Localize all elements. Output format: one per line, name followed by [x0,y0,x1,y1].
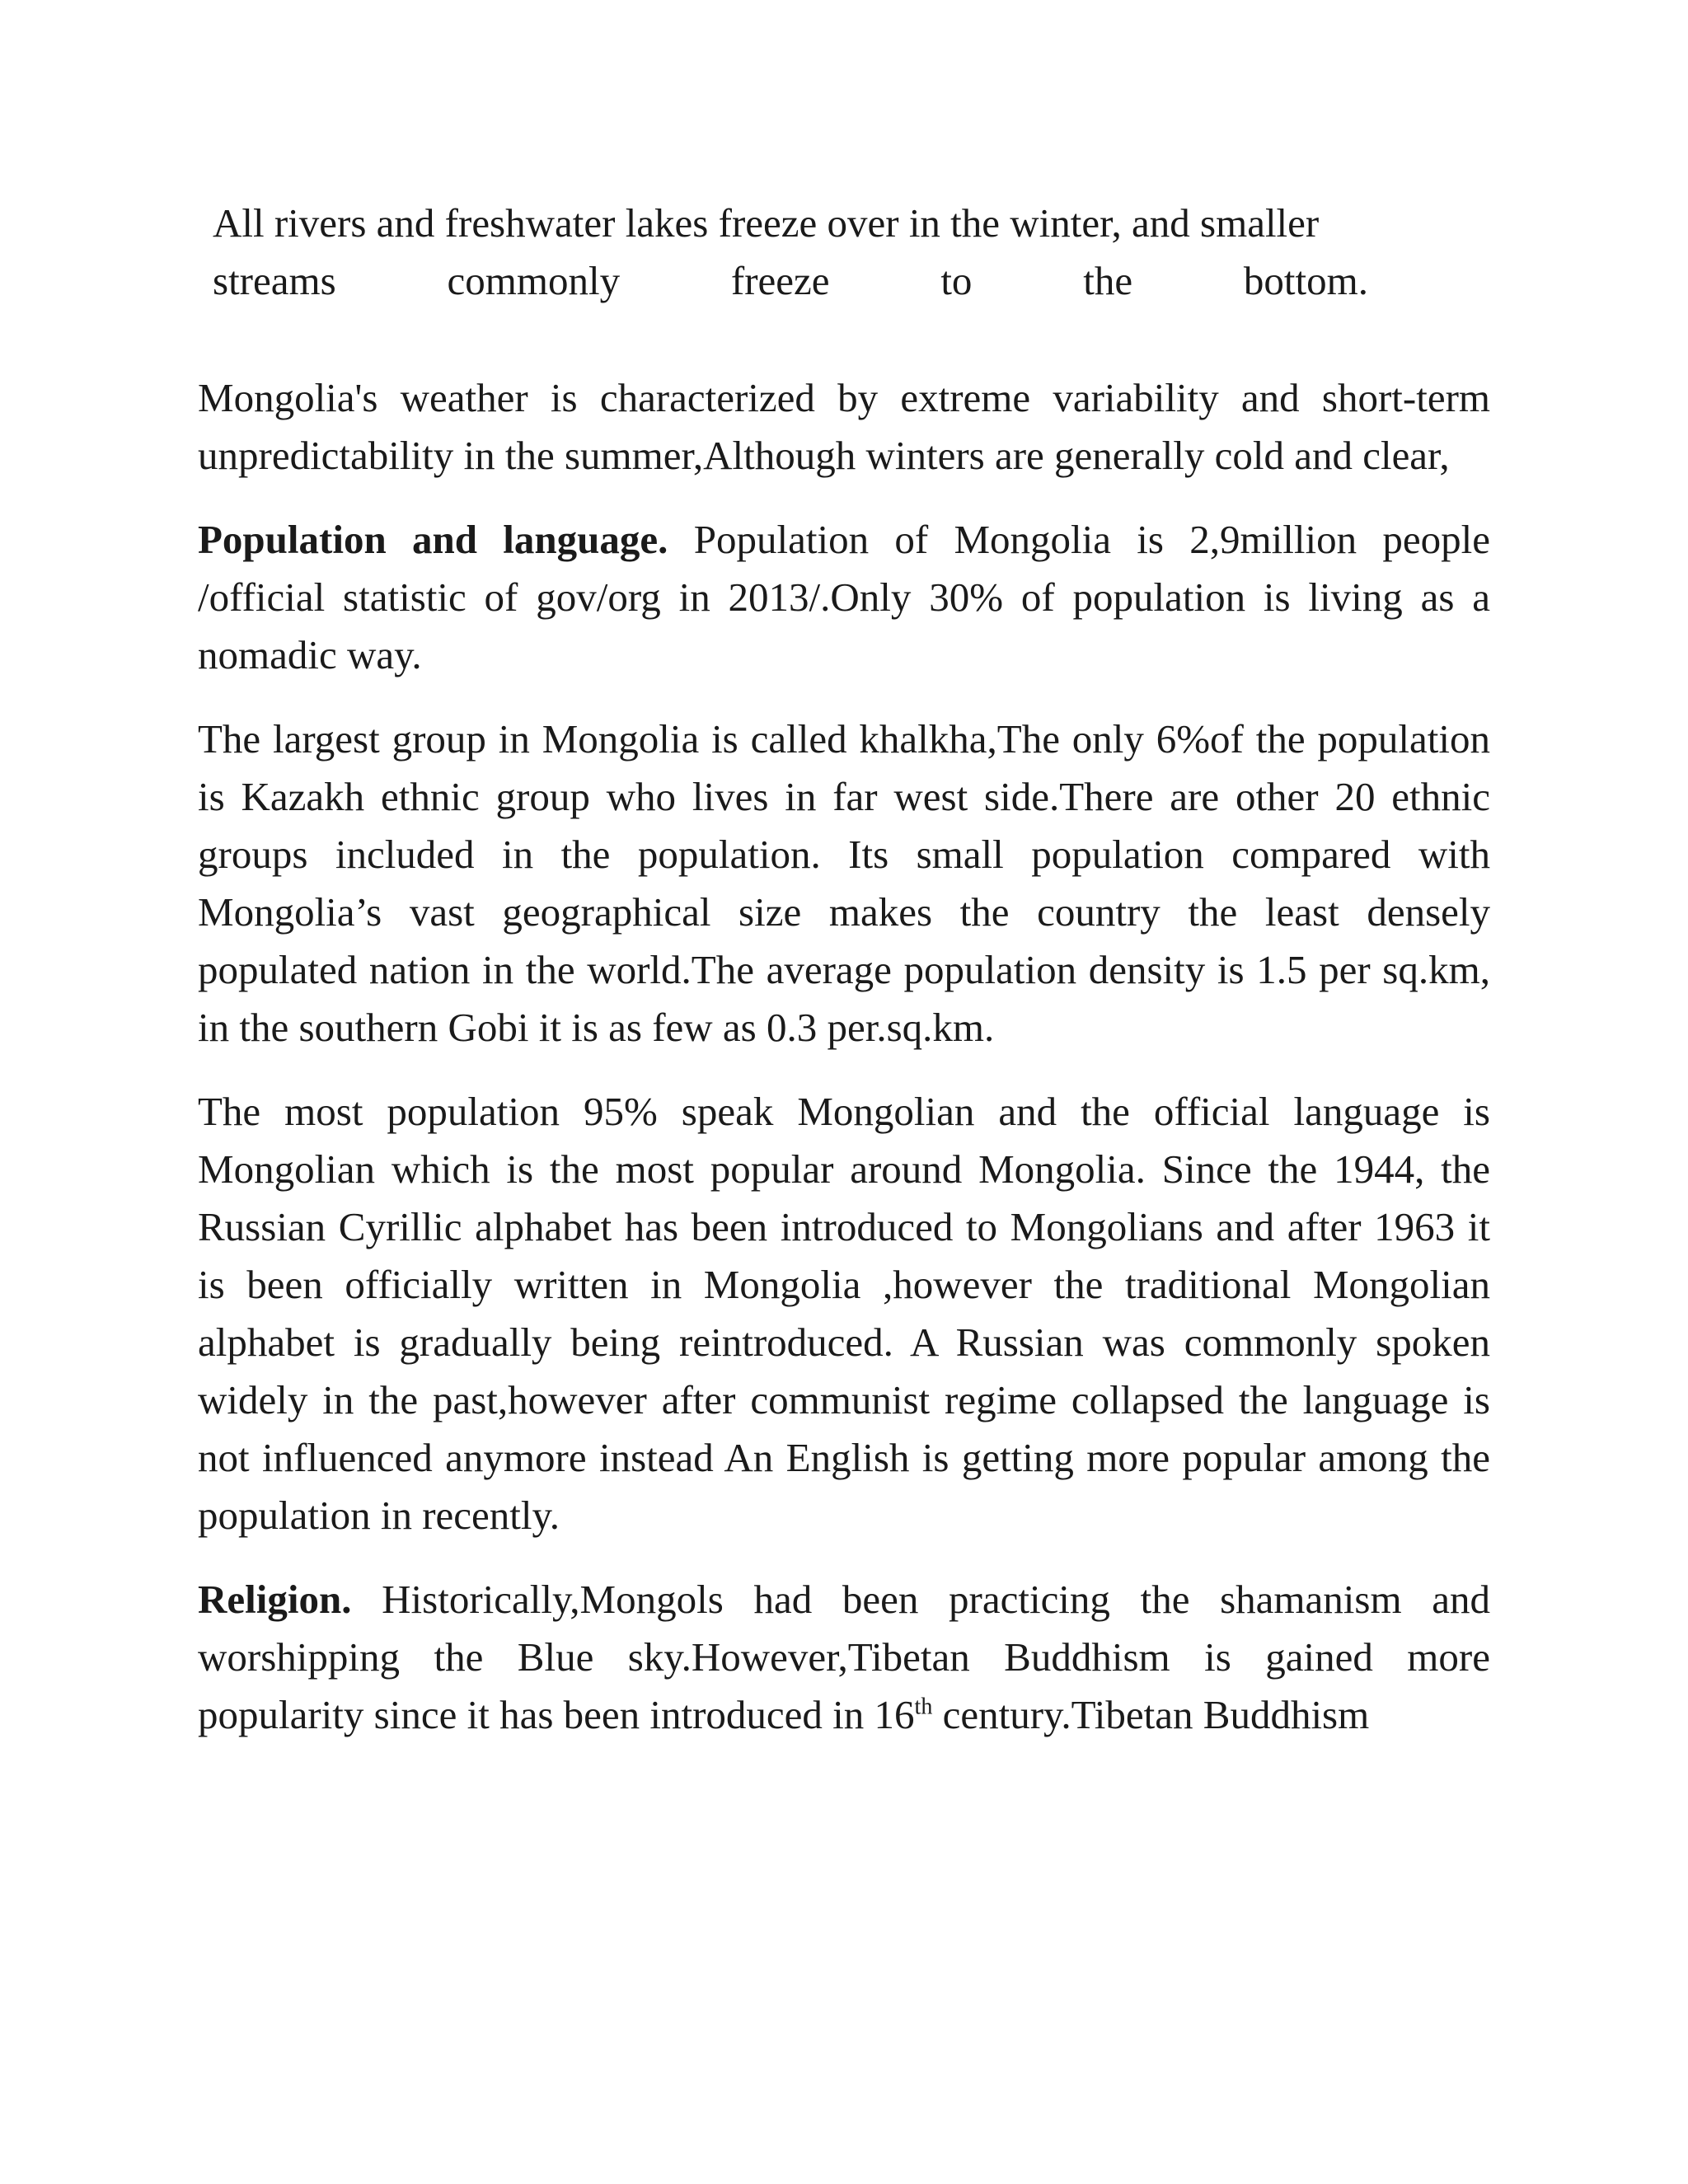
paragraph-population-text: Population of Mongolia is 2,9million people /official statistic of gov/org in 2013/.Only 30% of population is living as a nomadic way. [198,517,1490,677]
paragraph-ethnic-groups [198,710,1490,1057]
paragraph-weather-text: Mongolia's weather is characterized by extreme variability and short-term unpredictability in the summer,Although winters are generally cold and clear, [198,375,1490,478]
paragraph-population [198,511,1490,684]
paragraph-weather [198,369,1490,485]
paragraph-religion-text-before: Historically,Mongols had been practicing the shamanism and worshipping the Blue sky.However,Tibetan Buddhism is gained more popularity since it has been introduced in 16 [198,1577,1490,1737]
paragraph-language [198,1083,1490,1544]
paragraph-rivers-line-2: streams commonly freeze to the bottom. [213,258,1368,303]
paragraph-rivers [198,194,1490,310]
paragraph-language-text: The most population 95% speak Mongolian and the official language is Mongolian which is the most popular around Mongolia. Since the 1944, the Russian Cyrillic alphabet has been introduced to Mongolians and after 1963 it is been officially written in Mongolia ,however the traditional Mongolian alphabet is gradually being reintroduced. A Russian was commonly spoken widely in the past,however after communist regime collapsed the language is not influenced anymore instead An English is getting more popular among the population in recently. [198,1089,1490,1538]
superscript-th: th [914,1694,933,1720]
paragraph-religion [198,1571,1490,1744]
document-body [198,194,1490,1744]
paragraph-religion-text-after: century.Tibetan Buddhism [932,1692,1370,1737]
paragraph-ethnic-groups-text: The largest group in Mongolia is called khalkha,The only 6%of the population is Kazakh ethnic group who lives in far west side.There are other 20 ethnic groups included in the population. Its small population compared with Mongolia’s vast geographical size makes the country the least densely populated nation in the world.The average population density is 1.5 per sq.km, in the southern Gobi it is as few as 0.3 per.sq.km. [198,716,1490,1050]
section-heading-religion: Religion. [198,1577,352,1622]
paragraph-rivers-line-1: All rivers and freshwater lakes freeze over in the winter, and smaller [213,200,1320,246]
section-heading-population: Population and language. [198,517,668,562]
